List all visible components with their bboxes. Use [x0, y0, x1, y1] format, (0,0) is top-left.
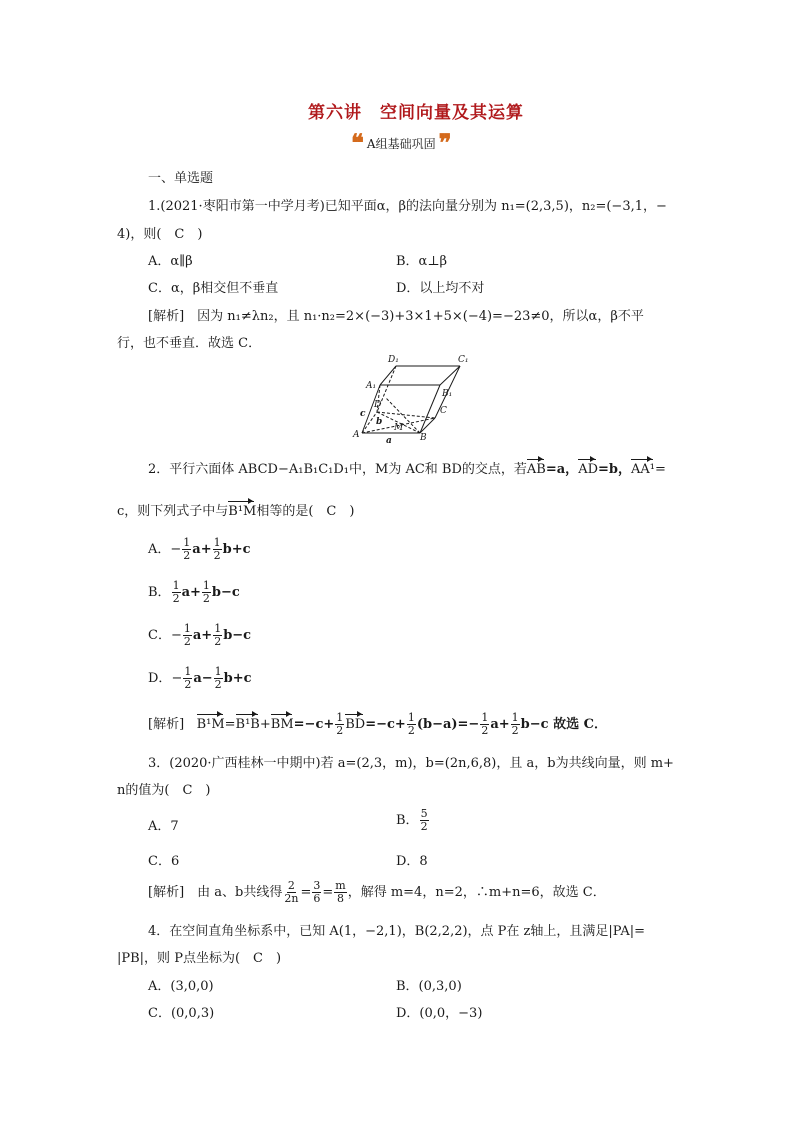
q2-option-c: C．− $\frac{1}{2}$ a+ $\frac{1}{2}$ b−c [148, 622, 252, 648]
label-b1: B₁ [442, 389, 453, 399]
q2-option-a: A．− $\frac{1}{2}$ a+ $\frac{1}{2}$ b+c [148, 536, 251, 562]
fraction-half: $\frac{1}{2}$ [202, 579, 210, 605]
label-vec-c: c [360, 409, 366, 419]
q4-option-b: B．(0,3,0) [396, 979, 462, 994]
fraction-half: $\frac{1}{2}$ [183, 536, 191, 562]
q1-analysis-line1: [解析] 因为 n₁≠λn₂，且 n₁·n₂=2×(−3)+3×1+5×(−4)=−23≠0，所以α，β不平 [148, 309, 644, 324]
q3-option-d: D．8 [396, 854, 428, 869]
group-banner [351, 128, 452, 157]
label-vec-b: b [376, 417, 383, 427]
q1-option-a: A．α∥β [148, 254, 193, 269]
q3-option-b: B． $\frac{5}{2}$ [396, 807, 428, 833]
fraction-half: $\frac{1}{2}$ [183, 622, 191, 648]
q4-stem-line2: |PB|，则 P点坐标为( C ) [117, 951, 282, 966]
q1-analysis-line2: 行，也不垂直．故选 C． [117, 336, 262, 351]
fraction-half: $\frac{1}{2}$ [213, 536, 221, 562]
q3-stem-line1: 3．(2020·广西桂林一中期中)若 a=(2,3，m)，b=(2n,6,8)，且 a，b为共线向量，则 m+ [148, 756, 674, 771]
vector-ad: AD [578, 462, 598, 477]
q4-stem-line1: 4．在空间直角坐标系中，已知 A(1，−2,1)，B(2,2,2)，点 P在 z轴上，且满足|PA|= [148, 924, 646, 939]
q1-option-b: B．α⊥β [396, 254, 448, 269]
label-m: M [394, 423, 404, 433]
q4-option-c: C．(0,0,3) [148, 1006, 215, 1021]
label-d: D [374, 400, 382, 410]
q3-analysis: [解析] 由 a、b共线得 $\frac{2}{2n}$ = $\frac{3}{6}$ = $\frac{m}{8}$ ，解得 m=4，n=2，∴m+n=6，故选 C． [148, 879, 606, 905]
q2-option-d: D．− $\frac{1}{2}$ a− $\frac{1}{2}$ b+c [148, 665, 252, 691]
label-vec-a: a [386, 436, 392, 445]
q1-option-d: D．以上均不对 [396, 281, 485, 296]
q2-stem-line2: c，则下列式子中与B¹M相等的是( C ) [117, 504, 355, 519]
page-title: 第六讲 空间向量及其运算 [308, 103, 524, 123]
vector-ab: AB [526, 462, 546, 477]
q1-option-c: C．α，β相交但不垂直 [148, 281, 279, 296]
q2-option-b: B． $\frac{1}{2}$ a+ $\frac{1}{2}$ b−c [148, 579, 240, 605]
q3-stem-line2: n的值为( C ) [117, 783, 211, 798]
fraction-five-halves: $\frac{5}{2}$ [420, 807, 428, 833]
q2-stem-line1: 2．平行六面体 ABCD−A₁B₁C₁D₁中，M为 AC和 BD的交点，若AB=a，AD=b，AA¹= [148, 462, 666, 477]
banner-text: A组基础巩固 [366, 136, 436, 151]
label-a1: A₁ [366, 381, 377, 391]
fraction-half: $\frac{1}{2}$ [172, 579, 180, 605]
fraction-half: $\frac{1}{2}$ [214, 665, 222, 691]
q1-stem-line2: 4)，则( C ) [117, 227, 203, 242]
fraction-half: $\frac{1}{2}$ [214, 622, 222, 648]
label-a: A [353, 430, 360, 440]
open-quote-icon: ❝ [351, 128, 364, 157]
q4-option-d: D．(0,0，−3) [396, 1006, 483, 1021]
parallelepiped-figure [350, 350, 475, 445]
q4-option-a: A．(3,0,0) [148, 979, 214, 994]
q1-stem-line1: 1.(2021·枣阳市第一中学月考)已知平面α，β的法向量分别为 n₁=(2,3,5)，n₂=(−3,1，− [148, 199, 667, 214]
vector-aa1: AA¹ [630, 462, 655, 477]
q2-analysis: [解析] B¹M=B¹B+BM=−c+ $\frac{1}{2}$ BD=−c+ $\frac{1}{2}$ (b−a)=− $\frac{1}{2}$ a+ $\frac{1}{2}$ b−c 故选 C． [148, 711, 607, 737]
vector-b1m: B¹M [228, 504, 257, 519]
label-b: B [420, 433, 427, 443]
label-d1: D₁ [388, 355, 399, 365]
q3-option-a: A．7 [148, 819, 179, 834]
q3-option-c: C．6 [148, 854, 180, 869]
close-quote-icon: ❞ [438, 128, 452, 157]
label-c: C [440, 406, 447, 416]
section-heading: 一、单选题 [148, 171, 214, 186]
fraction-half: $\frac{1}{2}$ [184, 665, 192, 691]
label-c1: C₁ [458, 355, 469, 365]
